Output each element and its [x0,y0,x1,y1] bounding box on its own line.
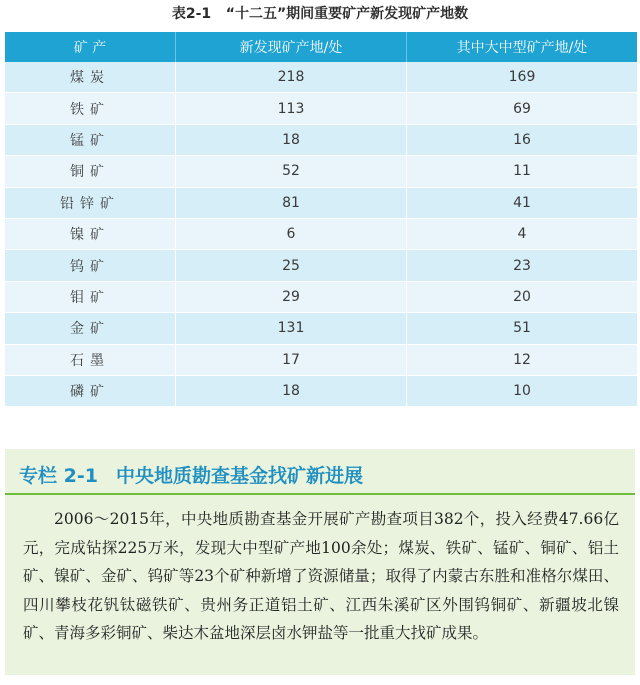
header-new-deposits: 新发现矿产地/处 [176,32,407,62]
column-title [19,461,363,488]
cell-large-deposits: 20 [407,281,638,312]
cell-new-deposits: 113 [176,93,407,124]
table-row [5,250,637,281]
cell-large-deposits: 12 [407,344,638,375]
cell-mineral: 钨矿 [5,250,176,281]
cell-mineral: 镍矿 [5,218,176,249]
column-divider [5,493,635,495]
column-box [5,449,635,675]
cell-mineral: 煤炭 [5,62,176,93]
cell-large-deposits: 169 [407,62,638,93]
cell-new-deposits: 218 [176,62,407,93]
cell-large-deposits: 41 [407,187,638,218]
cell-new-deposits: 52 [176,156,407,187]
cell-large-deposits: 23 [407,250,638,281]
column-heading: 中央地质勘查基金找矿新进展 [115,465,363,487]
header-mineral: 矿 产 [5,32,176,62]
cell-large-deposits: 69 [407,93,638,124]
table-row [5,375,637,406]
cell-new-deposits: 25 [176,250,407,281]
column-body: 2006～2015年，中央地质勘查基金开展矿产勘查项目382个，投入经费47.66亿元，完成钻探225万米，发现大中型矿产地100余处；煤炭、铁矿、锰矿、铜矿、铝土矿、镍矿、金矿、钨矿等23个矿种新增了资源储量；取得了内蒙古东胜和准格尔煤田、四川攀枝花钒钛磁铁矿、贵州务正道铝土矿、江西朱溪矿区外围钨铜矿、新疆坡北镍矿、青海多彩铜矿、柴达木盆地深层卤水钾盐等一批重大找矿成果。 [23,510,619,642]
table-title: 表2-1 “十二五”期间重要矿产新发现矿产地数 [171,6,469,22]
table-row [5,344,637,375]
table-row [5,156,637,187]
cell-mineral: 铜矿 [5,156,176,187]
cell-mineral: 石墨 [5,344,176,375]
mineral-discovery-table [5,32,637,407]
cell-large-deposits: 4 [407,218,638,249]
cell-mineral: 钼矿 [5,281,176,312]
cell-mineral: 磷矿 [5,375,176,406]
cell-mineral: 锰矿 [5,124,176,155]
cell-new-deposits: 29 [176,281,407,312]
cell-new-deposits: 81 [176,187,407,218]
cell-large-deposits: 10 [407,375,638,406]
cell-mineral: 金矿 [5,313,176,344]
table-row [5,187,637,218]
cell-new-deposits: 17 [176,344,407,375]
cell-large-deposits: 51 [407,313,638,344]
table-row [5,62,637,93]
cell-new-deposits: 131 [176,313,407,344]
cell-mineral: 铁矿 [5,93,176,124]
table-row [5,218,637,249]
cell-mineral: 铅锌矿 [5,187,176,218]
cell-new-deposits: 18 [176,375,407,406]
cell-new-deposits: 18 [176,124,407,155]
table-row [5,93,637,124]
header-large-deposits: 其中大中型矿产地/处 [407,32,638,62]
column-label: 专栏 2-1 [19,465,98,487]
cell-new-deposits: 6 [176,218,407,249]
table-row [5,124,637,155]
table-row [5,313,637,344]
table-header-row [5,32,637,62]
cell-large-deposits: 16 [407,124,638,155]
table-row [5,281,637,312]
cell-large-deposits: 11 [407,156,638,187]
